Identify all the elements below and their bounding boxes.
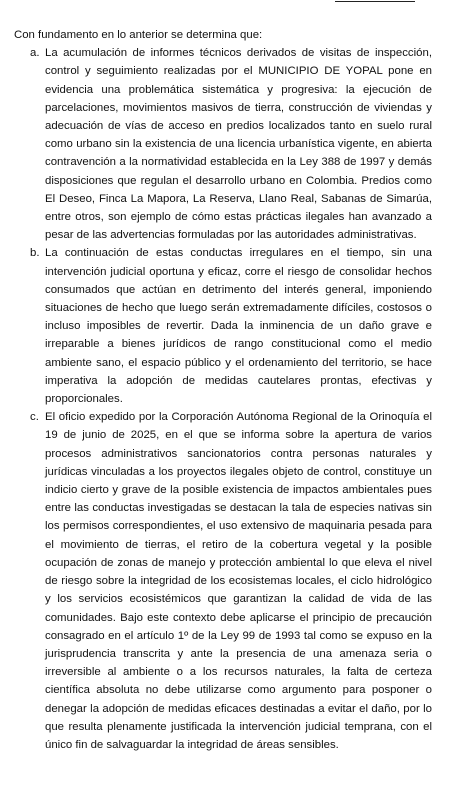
top-divider-line <box>335 1 415 2</box>
list-item-marker: b. <box>30 247 40 260</box>
list-item-text: La acumulación de informes técnicos derivados de visitas de inspección, control y seguimiento realizadas por el MUNICIPIO DE YOPAL pone en evidencia una problemática sistemática y progresiva: la ejecución de parcelaciones, movimientos masivos de tierra, construcción de viviendas y adecuación de vías de acceso en predios localizados tanto en suelo rural como urbano sin la existencia de una licencia urbanística vigente, en abierta contravención a la normatividad establecida en la Ley 388 de 1997 y demás disposiciones que regulan el desarrollo urbano en Colombia. Predios como El Deseo, Finca La Mapora, La Reserva, Llano Real, Sabanas de Simarúa, entre otros, son ejemplo de cómo estas prácticas ilegales han avanzado a pesar de las advertencias formuladas por las autoridades administrativas. <box>45 47 432 242</box>
list-item-text: La continuación de estas conductas irregulares en el tiempo, sin una intervención judicial oportuna y eficaz, corre el riesgo de consolidar hechos consumados que actúan en detrimento del interés general, imponiendo situaciones de hecho que luego serán extremadamente difíciles, costosos o incluso imposibles de revertir. Dada la inminencia de un daño grave e irreparable a bienes jurídicos de rango constitucional como el medio ambiente sano, el espacio público y el ordenamiento del territorio, se hace imperativa la adopción de medidas cautelares prontas, efectivas y proporcionales. <box>45 247 432 406</box>
list-item-marker: a. <box>30 47 40 60</box>
document-body <box>14 26 432 754</box>
findings-list <box>14 44 432 754</box>
list-item <box>14 408 432 754</box>
intro-paragraph: Con fundamento en lo anterior se determina que: <box>14 29 263 41</box>
list-item <box>14 244 432 408</box>
list-item-marker: c. <box>30 411 39 424</box>
list-item-text: El oficio expedido por la Corporación Autónoma Regional de la Orinoquía el 19 de junio de 2025, en el que se informa sobre la apertura de varios procesos administrativos sancionatorios contra personas naturales y jurídicas vinculadas a los proyectos ilegales objeto de control, constituye un indicio cierto y grave de la posible existencia de impactos ambientales pues entre las conductas investigadas se destacan la tala de especies nativas sin los permisos correspondientes, el uso extensivo de maquinaria pesada para el movimiento de tierras, el retiro de la cobertura vegetal y la posible ocupación de zonas de manejo y protección ambiental lo que eleva el nivel de riesgo sobre la integridad de los ecosistemas locales, el ciclo hidrológico y los servicios ecosistémicos que garantizan la calidad de vida de las comunidades. Bajo este contexto debe aplicarse el principio de precaución consagrado en el artículo 1º de la Ley 99 de 1993 tal como se expuso en la jurisprudencia transcrita y ante la presencia de una amenaza seria o irreversible al ambiente o a los recursos naturales, la falta de certeza científica absoluta no debe utilizarse como argumento para posponer o denegar la adopción de medidas eficaces destinadas a evitar el daño, por lo que resulta plenamente justificada la intervención judicial temprana, con el único fin de salvaguardar la integridad de áreas sensibles. <box>45 411 432 751</box>
list-item <box>14 44 432 244</box>
